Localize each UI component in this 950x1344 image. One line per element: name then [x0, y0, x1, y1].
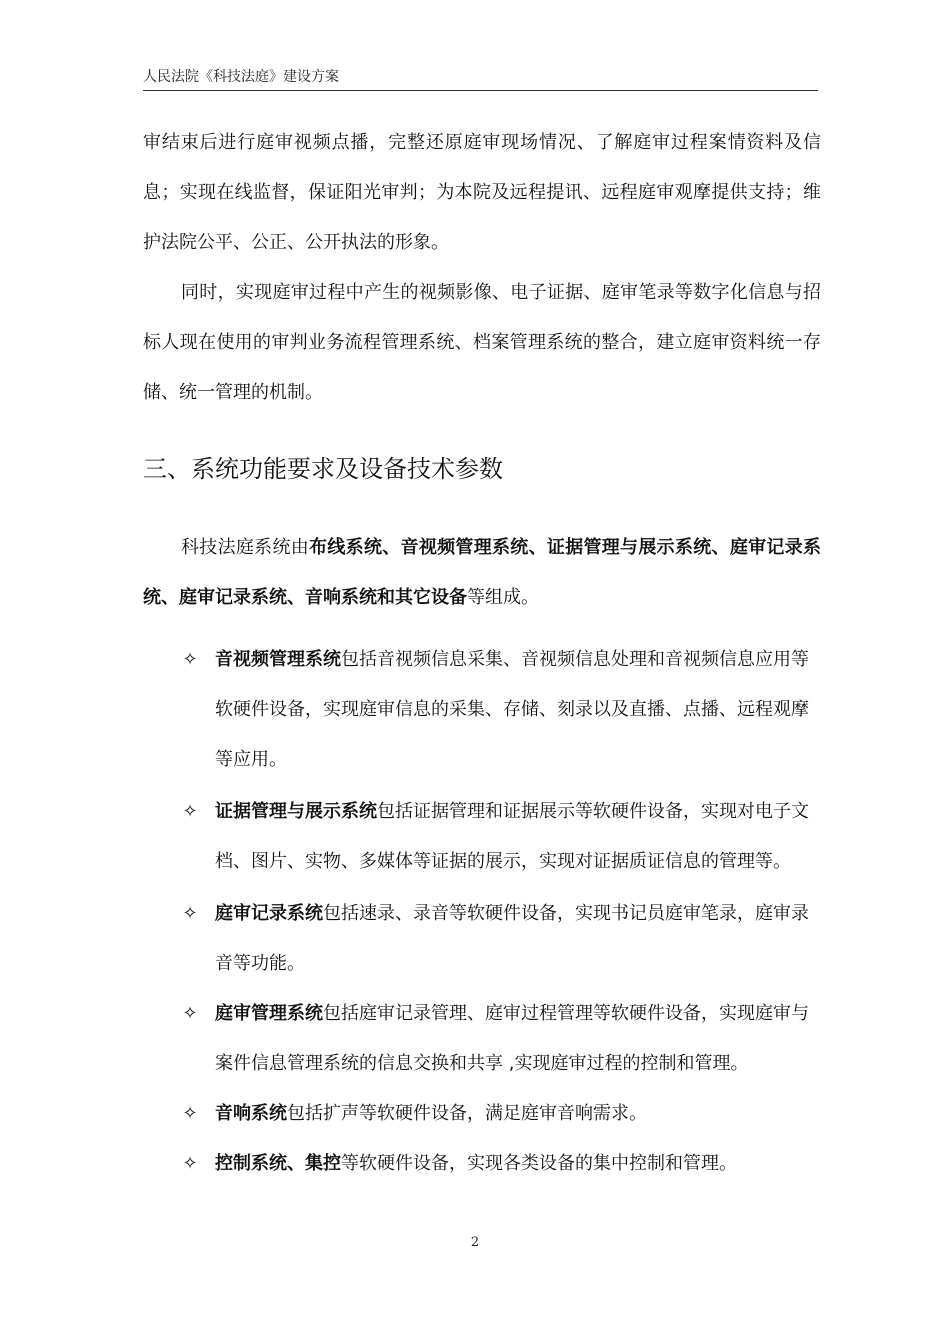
- list-item: [143, 1089, 821, 1139]
- paragraph-integration: 同时，实现庭审过程中产生的视频影像、电子证据、庭审笔录等数字化信息与招标人现在使用的审判业务流程管理系统、档案管理系统的整合，建立庭审资料统一存储、统一管理的机制。: [143, 282, 821, 403]
- diamond-bullet-icon: ✧: [182, 649, 198, 670]
- diamond-bullet-icon: ✧: [182, 903, 198, 924]
- list-item: [143, 989, 821, 1089]
- item-text: 等软硬件设备，实现各类设备的集中控制和管理。: [341, 1153, 737, 1174]
- item-text: 包括扩声等软硬件设备，满足庭审音响需求。: [287, 1103, 647, 1124]
- item-text: 包括庭审记录管理、庭审过程管理等软硬件设备，实现庭审与案件信息管理系统的信息交换和共享 ,实现庭审过程的控制和管理。: [215, 1003, 809, 1074]
- page-header: [143, 66, 818, 91]
- list-item: [143, 889, 821, 989]
- list-item: [143, 1139, 821, 1189]
- diamond-bullet-icon: ✧: [182, 801, 198, 822]
- header-title: 人民法院《科技法庭》建设方案: [143, 69, 339, 85]
- paragraph-continued: 审结束后进行庭审视频点播，完整还原庭审现场情况、了解庭审过程案情资料及信息；实现在线监督，保证阳光审判；为本院及远程提讯、远程庭审观摩提供支持；维护法院公平、公正、公开执法的形象。: [143, 132, 821, 253]
- system-list: [143, 635, 821, 1189]
- intro-paragraph: [143, 523, 821, 623]
- intro-bold: 布线系统、音视频管理系统、证据管理与展示系统、庭审记录系统、庭审记录系统、音响系统和其它设备: [143, 537, 822, 608]
- item-text: 包括证据管理和证据展示等软硬件设备，实现对电子文档、图片、实物、多媒体等证据的展示，实现对证据质证信息的管理等。: [215, 801, 809, 872]
- item-title: 音视频管理系统: [215, 649, 341, 670]
- diamond-bullet-icon: ✧: [182, 1103, 198, 1124]
- section-heading: 三、系统功能要求及设备技术参数: [143, 455, 503, 483]
- item-text: 包括音视频信息采集、音视频信息处理和音视频信息应用等软硬件设备，实现庭审信息的采集、存储、刻录以及直播、点播、远程观摩等应用。: [215, 649, 809, 770]
- item-title: 证据管理与展示系统: [215, 801, 377, 822]
- diamond-bullet-icon: ✧: [182, 1003, 198, 1024]
- diamond-bullet-icon: ✧: [182, 1153, 198, 1174]
- intro-prefix: 科技法庭系统由: [181, 537, 310, 558]
- document-body: [143, 118, 821, 1189]
- item-title: 庭审记录系统: [215, 903, 323, 924]
- intro-suffix: 等组成。: [467, 587, 539, 608]
- item-title: 音响系统: [215, 1103, 287, 1124]
- list-item: [143, 787, 821, 887]
- item-title: 控制系统、集控: [215, 1153, 341, 1174]
- list-item: [143, 635, 821, 785]
- item-text: 包括速录、录音等软硬件设备，实现书记员庭审笔录，庭审录音等功能。: [215, 903, 809, 974]
- page-number: 2: [470, 1235, 480, 1250]
- item-title: 庭审管理系统: [215, 1003, 323, 1024]
